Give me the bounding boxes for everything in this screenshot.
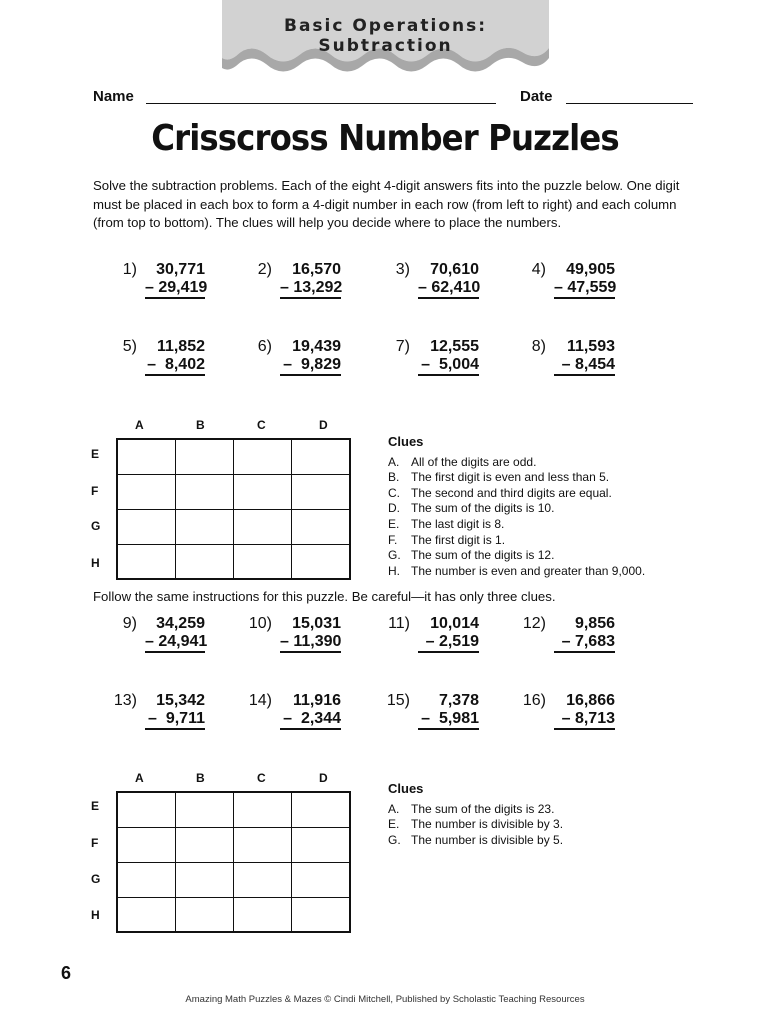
- clues-title: Clues: [388, 434, 424, 449]
- problem-number: 11): [388, 615, 410, 632]
- grid-cell[interactable]: [175, 897, 233, 932]
- grid-row: [117, 544, 350, 579]
- grid-cell[interactable]: [117, 792, 175, 827]
- row-label-e: E: [91, 799, 100, 813]
- problem-1: [122, 261, 208, 299]
- puzzle-grid-1: [116, 438, 351, 580]
- clue-item: [388, 564, 688, 580]
- grid-cell[interactable]: [234, 474, 292, 509]
- problem-minuend: 15,031: [292, 615, 341, 632]
- problem-14: [248, 692, 341, 730]
- problem-11: [388, 615, 479, 653]
- column-label-a: A: [135, 418, 144, 432]
- problem-minuend: 16,866: [566, 692, 615, 709]
- problem-subtrahend: – 13,292: [280, 279, 341, 299]
- grid-cell[interactable]: [234, 439, 292, 474]
- problem-number: 4): [531, 261, 546, 278]
- grid-cell[interactable]: [234, 544, 292, 579]
- problem-7: [395, 338, 479, 376]
- row-label-f: F: [91, 836, 99, 850]
- clue-text: The number is divisible by 3.: [411, 817, 564, 832]
- problem-number: 1): [122, 261, 137, 278]
- problem-minuend: 15,342: [156, 692, 205, 709]
- problem-minuend: 11,593: [566, 338, 615, 355]
- grid-cell[interactable]: [292, 792, 350, 827]
- grid-cell[interactable]: [117, 862, 175, 897]
- grid-cell[interactable]: [292, 862, 350, 897]
- problem-6: [257, 338, 341, 376]
- clue-item: [388, 802, 688, 818]
- grid-cell[interactable]: [234, 862, 292, 897]
- grid-cell[interactable]: [292, 544, 350, 579]
- clue-letter: C.: [388, 485, 400, 500]
- clue-letter: A.: [388, 801, 400, 816]
- problem-minuend: 19,439: [292, 338, 341, 355]
- clue-text: The number is divisible by 5.: [411, 832, 564, 847]
- puzzle-grid-2: [116, 791, 351, 933]
- problem-16: [522, 692, 615, 730]
- column-label-c: C: [257, 771, 266, 785]
- problem-minuend: 11,916: [292, 692, 341, 709]
- problem-8: [531, 338, 615, 376]
- problem-number: 13): [113, 692, 137, 709]
- clue-letter: D.: [388, 501, 400, 516]
- grid-cell[interactable]: [292, 474, 350, 509]
- grid-row: [117, 792, 350, 827]
- row-label-g: G: [91, 519, 101, 533]
- clue-text: All of the digits are odd.: [411, 454, 537, 469]
- clue-letter: E.: [388, 516, 400, 531]
- problem-subtrahend: – 7,683: [554, 633, 615, 653]
- clue-text: The sum of the digits is 12.: [411, 548, 555, 563]
- problem-10: [248, 615, 342, 653]
- column-label-d: D: [319, 771, 328, 785]
- column-label-d: D: [319, 418, 328, 432]
- problem-minuend: 34,259: [156, 615, 205, 632]
- name-label: Name: [93, 88, 134, 105]
- grid-cell[interactable]: [117, 544, 175, 579]
- clue-item: [388, 486, 688, 502]
- grid-cell[interactable]: [117, 897, 175, 932]
- problem-number: 14): [248, 692, 272, 709]
- problem-minuend: 49,905: [566, 261, 615, 278]
- clue-item: [388, 470, 688, 486]
- problem-subtrahend: – 2,519: [418, 633, 479, 653]
- problem-number: 16): [522, 692, 546, 709]
- grid-cell[interactable]: [234, 897, 292, 932]
- problem-number: 8): [531, 338, 546, 355]
- grid-row: [117, 474, 350, 509]
- grid-cell[interactable]: [117, 439, 175, 474]
- problem-minuend: 11,852: [156, 338, 205, 355]
- problem-subtrahend: – 5,981: [418, 710, 479, 730]
- date-field[interactable]: [566, 103, 693, 104]
- page-number: 6: [61, 963, 72, 983]
- clue-item: [388, 817, 688, 833]
- follow-instructions: Follow the same instructions for this puzzle. Be careful—it has only three clues.: [93, 589, 556, 604]
- problem-number: 12): [522, 615, 546, 632]
- grid-cell[interactable]: [117, 827, 175, 862]
- header-title: Basic Operations: Subtraction: [283, 16, 488, 56]
- clue-letter: G.: [388, 832, 401, 847]
- problem-15: [386, 692, 479, 730]
- problem-4: [531, 261, 617, 299]
- footer-credit: Amazing Math Puzzles & Mazes © Cindi Mitchell, Published by Scholastic Teaching Resources: [185, 994, 585, 1005]
- problem-subtrahend: – 8,454: [554, 356, 615, 376]
- problem-minuend: 9,856: [574, 615, 615, 632]
- grid-row: [117, 509, 350, 544]
- row-label-h: H: [91, 908, 100, 922]
- row-label-f: F: [91, 484, 99, 498]
- clue-letter: F.: [388, 532, 398, 547]
- grid-row: [117, 897, 350, 932]
- problem-subtrahend: – 29,419: [145, 279, 205, 299]
- problem-number: 10): [248, 615, 272, 632]
- problem-number: 7): [395, 338, 410, 355]
- clue-letter: E.: [388, 817, 400, 832]
- grid-cell[interactable]: [234, 509, 292, 544]
- clues-title: Clues: [388, 781, 424, 796]
- problem-number: 2): [257, 261, 272, 278]
- problem-number: 3): [395, 261, 410, 278]
- grid-cell[interactable]: [292, 439, 350, 474]
- problem-subtrahend: – 5,004: [418, 356, 479, 376]
- grid-cell[interactable]: [292, 897, 350, 932]
- grid-cell[interactable]: [175, 827, 233, 862]
- clue-item: [388, 517, 688, 533]
- clue-text: The sum of the digits is 23.: [411, 801, 555, 816]
- problem-minuend: 12,555: [430, 338, 479, 355]
- grid-cell[interactable]: [175, 544, 233, 579]
- problem-minuend: 70,610: [430, 261, 479, 278]
- problem-subtrahend: – 9,711: [145, 710, 205, 730]
- problem-minuend: 7,378: [438, 692, 479, 709]
- grid-cell[interactable]: [292, 827, 350, 862]
- clue-text: The last digit is 8.: [411, 516, 505, 531]
- problem-subtrahend: – 47,559: [554, 279, 615, 299]
- column-label-b: B: [196, 771, 205, 785]
- grid-cell[interactable]: [175, 792, 233, 827]
- problem-13: [113, 692, 205, 730]
- grid-cell[interactable]: [175, 862, 233, 897]
- grid-cell[interactable]: [117, 509, 175, 544]
- problem-subtrahend: – 9,829: [280, 356, 341, 376]
- problem-subtrahend: – 24,941: [145, 633, 205, 653]
- problem-subtrahend: – 11,390: [280, 633, 341, 653]
- problem-number: 5): [122, 338, 137, 355]
- problem-12: [522, 615, 615, 653]
- problem-number: 6): [257, 338, 272, 355]
- problem-subtrahend: – 8,713: [554, 710, 615, 730]
- clue-text: The second and third digits are equal.: [411, 485, 612, 500]
- grid-cell[interactable]: [292, 509, 350, 544]
- clue-item: [388, 501, 688, 517]
- clues-2: [388, 781, 688, 848]
- row-label-h: H: [91, 556, 100, 570]
- grid-row: [117, 439, 350, 474]
- problem-minuend: 30,771: [156, 261, 205, 278]
- problem-2: [257, 261, 343, 299]
- page-title: Crisscross Number Puzzles: [151, 118, 619, 159]
- column-label-c: C: [257, 418, 266, 432]
- clue-text: The first digit is 1.: [411, 532, 506, 547]
- grid-cell[interactable]: [175, 439, 233, 474]
- grid-cell[interactable]: [234, 827, 292, 862]
- problem-5: [122, 338, 205, 376]
- grid-cell[interactable]: [175, 509, 233, 544]
- clue-letter: H.: [388, 563, 400, 578]
- problem-number: 15): [386, 692, 410, 709]
- date-label: Date: [520, 88, 553, 105]
- clue-letter: A.: [388, 454, 400, 469]
- problem-3: [395, 261, 481, 299]
- problem-number: 9): [122, 615, 137, 632]
- clues-1: [388, 434, 688, 579]
- grid-cell[interactable]: [175, 474, 233, 509]
- clue-item: [388, 455, 688, 471]
- grid-row: [117, 862, 350, 897]
- row-label-e: E: [91, 447, 100, 461]
- header-band: [222, 0, 549, 72]
- grid-cell[interactable]: [234, 792, 292, 827]
- problem-minuend: 16,570: [292, 261, 341, 278]
- clue-item: [388, 533, 688, 549]
- grid-cell[interactable]: [117, 474, 175, 509]
- problem-subtrahend: – 8,402: [145, 356, 205, 376]
- column-label-a: A: [135, 771, 144, 785]
- name-field[interactable]: [146, 103, 496, 104]
- clue-text: The sum of the digits is 10.: [411, 501, 555, 516]
- clue-text: The first digit is even and less than 5.: [411, 470, 610, 485]
- grid-row: [117, 827, 350, 862]
- problem-minuend: 10,014: [430, 615, 479, 632]
- column-label-b: B: [196, 418, 205, 432]
- clue-text: The number is even and greater than 9,000.: [411, 563, 646, 578]
- problem-9: [122, 615, 208, 653]
- problem-subtrahend: – 2,344: [280, 710, 341, 730]
- problem-subtrahend: – 62,410: [418, 279, 479, 299]
- clue-letter: G.: [388, 548, 401, 563]
- clue-letter: B.: [388, 470, 400, 485]
- instructions: Solve the subtraction problems. Each of the eight 4-digit answers fits into the puzzle below. One digit must be placed in each box to form a 4-digit number in each row (from left to right) and each column (from top to bottom). The clues will help you decide where to place the numbers.: [93, 178, 680, 230]
- clue-item: [388, 833, 688, 849]
- clue-item: [388, 548, 688, 564]
- row-label-g: G: [91, 872, 101, 886]
